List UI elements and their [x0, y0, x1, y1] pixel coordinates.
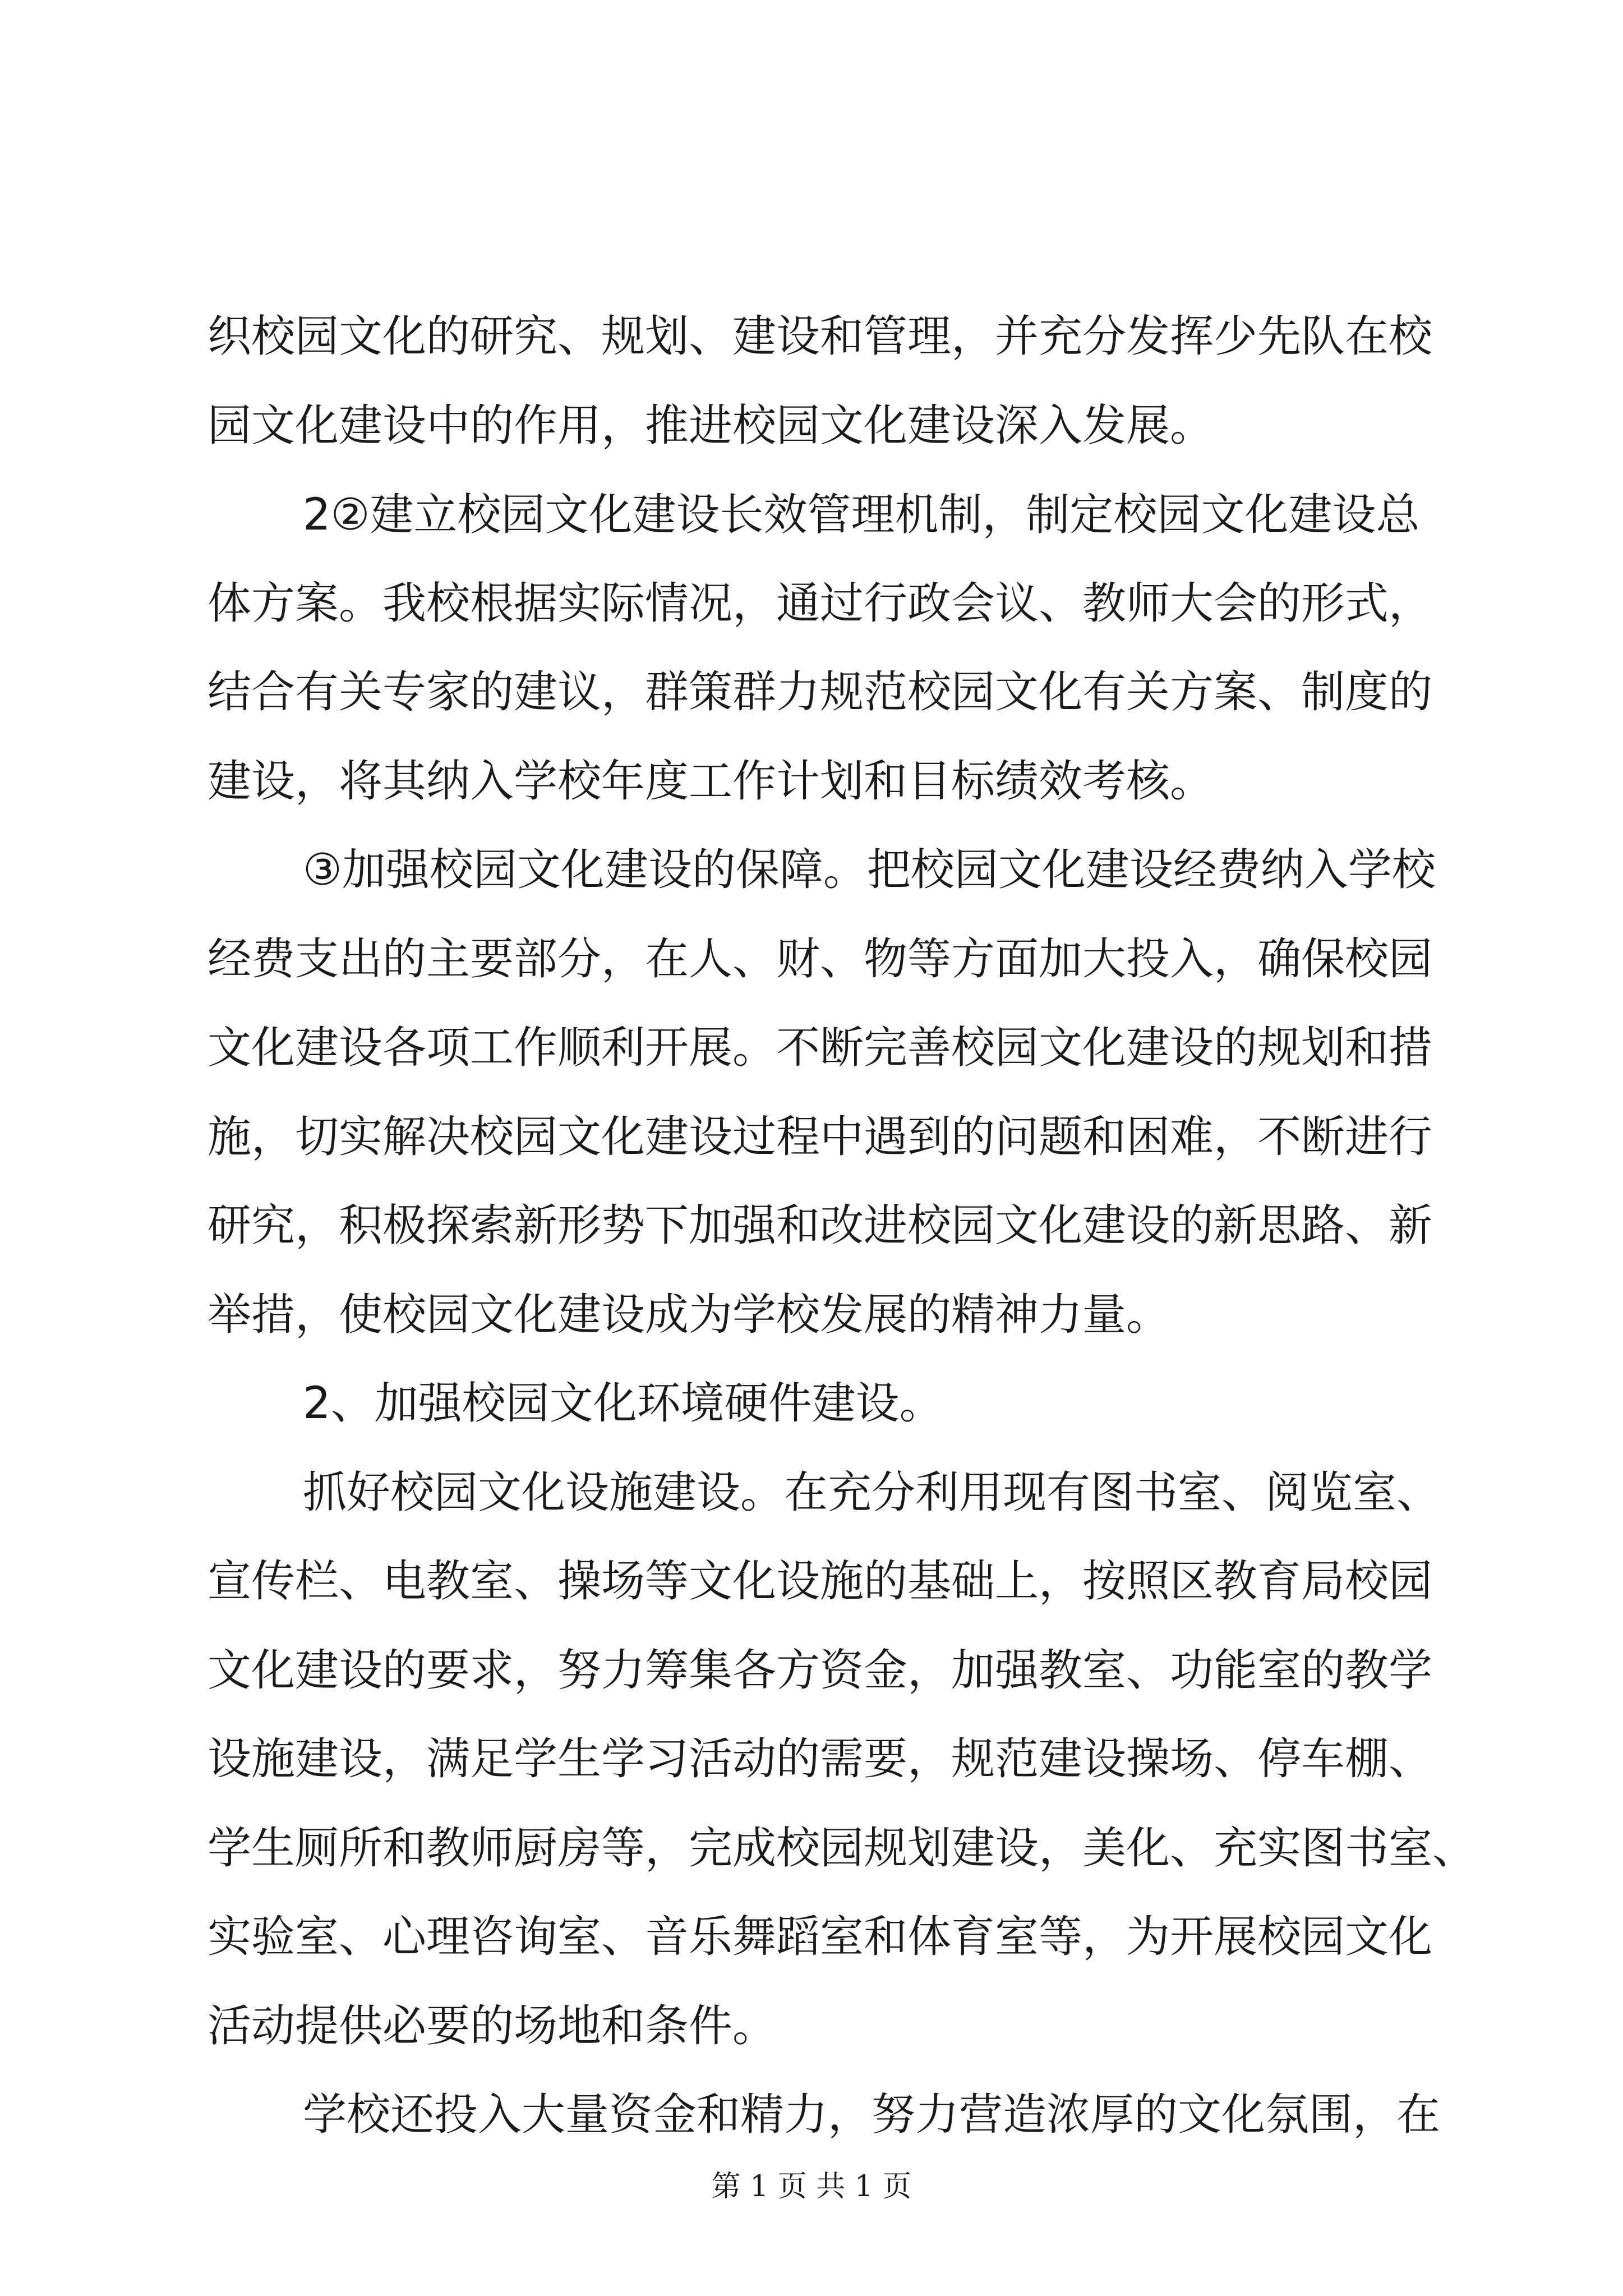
text-line: 设施建设，满足学生学习活动的需要，规范建设操场、停车棚、	[208, 1734, 1433, 1784]
text-line: 学生厕所和教师厨房等，完成校园规划建设，美化、充实图书室、	[208, 1823, 1477, 1874]
text-line: 经费支出的主要部分，在人、财、物等方面加大投入，确保校园	[208, 934, 1433, 984]
text-line: 体方案。我校根据实际情况，通过行政会议、教师大会的形式，	[208, 578, 1433, 629]
text-line: 文化建设各项工作顺利开展。不断完善校园文化建设的规划和措	[208, 1023, 1433, 1073]
text-line: 活动提供必要的场地和条件。	[208, 2001, 777, 2051]
text-line: 织校园文化的研究、规划、建设和管理，并充分发挥少先队在校	[208, 311, 1433, 362]
text-line: 学校还投入大量资金和精力，努力营造浓厚的文化氛围，在	[303, 2090, 1441, 2140]
page-footer: 第 1 页 共 1 页	[711, 2170, 912, 2203]
text-line: 实验室、心理咨询室、音乐舞蹈室和体育室等，为开展校园文化	[208, 1912, 1433, 1962]
text-line: 施，切实解决校园文化建设过程中遇到的问题和困难，不断进行	[208, 1112, 1433, 1162]
text-line: ③加强校园文化建设的保障。把校园文化建设经费纳入学校	[303, 845, 1436, 895]
text-line: 文化建设的要求，努力筹集各方资金，加强教室、功能室的教学	[208, 1645, 1433, 1696]
text-line: 研究，积极探索新形势下加强和改进校园文化建设的新思路、新	[208, 1200, 1433, 1251]
text-line: 宣传栏、电教室、操场等文化设施的基础上，按照区教育局校园	[208, 1556, 1433, 1607]
text-line: 2②建立校园文化建设长效管理机制，制定校园文化建设总	[303, 490, 1420, 540]
section-heading: 2、加强校园文化环境硬件建设。	[303, 1378, 943, 1429]
text-line: 园文化建设中的作用，推进校园文化建设深入发展。	[208, 401, 1214, 451]
text-line: 抓好校园文化设施建设。在充分利用现有图书室、阅览室、	[303, 1467, 1441, 1518]
text-line: 结合有关专家的建议，群策群力规范校园文化有关方案、制度的	[208, 667, 1433, 717]
text-line: 举措，使校园文化建设成为学校发展的精神力量。	[208, 1290, 1170, 1340]
text-line: 建设，将其纳入学校年度工作计划和目标绩效考核。	[208, 756, 1214, 807]
